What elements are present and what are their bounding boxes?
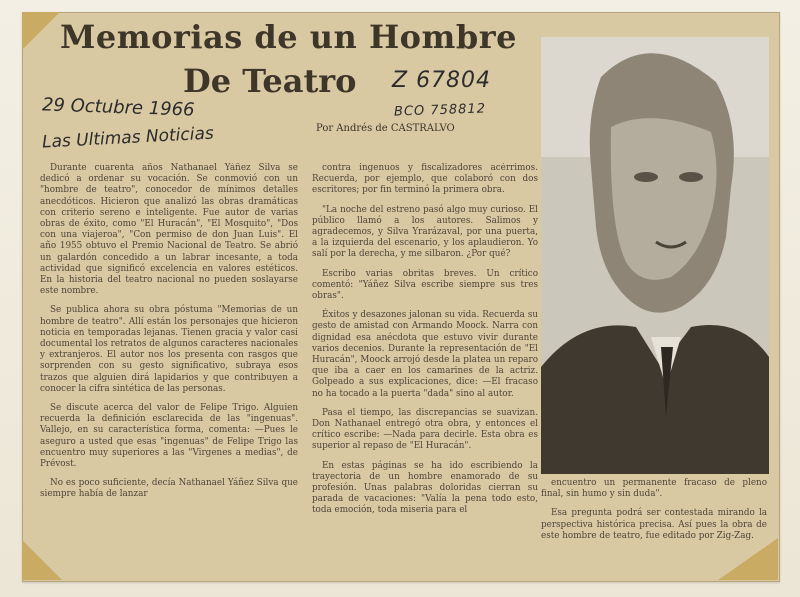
paragraph: Se discute acerca del valor de Felipe Trigo. Alguien recuerda la definición esclarecida de las "ingenuas". Vallejo, en su característica forma, comenta: —Pues le aseguro a usted que esas "ingenuas" de Felipe Trigo las encuentro muy superiores a las "Virgenes a medias", de Prévost.	[40, 403, 298, 470]
paragraph: Se publica ahora su obra póstuma "Memorias de un hombre de teatro". Allí están los personajes que hicieron noticia en temporadas lejanas. Tienen gracia y valor casi documental los retratos de algunos caracteres nacionales y extranjeros. El autor nos los presenta con rasgos que sorprenden con su gesto significativo, subraya esos trazos que alguien dirá lapidarios y que contribuyen a conocer la cifra sintética de las personas.	[40, 305, 298, 394]
article-column-2	[312, 163, 538, 558]
headline-line1: Memorias de un Hombre	[60, 18, 517, 56]
paragraph: En estas páginas se ha ido escribiendo la trayectoria de un hombre enamorado de su profesión. Unas palabras doloridas cierran su parada de vacaciones: "Valía la pena todo esto, toda emoción, toda miseria para el	[312, 460, 538, 516]
paragraph: contra ingenuos y fiscalizadores acérrimos. Recuerda, por ejemplo, que colaboró con dos escritores; por fin terminó la primera obra.	[312, 163, 538, 196]
paragraph: Éxitos y desazones jalonan su vida. Recuerda su gesto de amistad con Armando Moock. Narra con dignidad esa anécdota que estuvo vivir durante varios decenios. Durante la representación de "El Huracán", Moock arrojó desde la platea un reparo que iba a caer en los camarines de la actriz. Golpeado a sus explicaciones, dice: —El fracaso no ha tocado a la puerta "dada" sino al autor.	[312, 310, 538, 399]
article-column-3	[541, 478, 767, 560]
paragraph: encuentro un permanente fracaso de pleno final, sin humo y sin duda".	[541, 478, 767, 500]
paragraph: Escribo varias obritas breves. Un crítico comentó: "Yáñez Silva escribe siempre sus tres obras".	[312, 268, 538, 302]
byline: Por Andrés de CASTRALVO	[316, 123, 455, 134]
paragraph: Esa pregunta podrá ser contestada mirando la perspectiva histórica precisa. Así pues la obra de este hombre de teatro, fue editado por Zig-Zag.	[541, 508, 767, 541]
portrait-photo-icon	[541, 37, 769, 474]
paragraph: Durante cuarenta años Nathanael Yáñez Silva se dedicó a ordenar su vocación. Se conmovió con un "hombre de teatro", conocedor de mínimos detalles anecdóticos. Hicieron que analizó las obras dramáticas con criterio sereno e inteligente. Fue autor de varias obras de éxito, como "El Huracán", "El Mosquito", "Dos con una viajeroa", "Con permiso de don Juan Luis". El año 1955 obtuvo el Premio Nacional de Teatro. Se abrió un galardón concedido a un labrar incesante, a toda actividad que significó excelencia en valores estéticos. En la historia del teatro nacional no pueden soslayarse este nombre.	[40, 163, 298, 297]
handwritten-date: 29 Octubre 1966	[41, 94, 195, 121]
handwritten-publication: Las Ultimas Noticias	[41, 123, 215, 153]
paragraph: "La noche del estreno pasó algo muy curioso. El público llamó a los autores. Salimos y agradecemos, y Silva Yrarázaval, por una puerta, a la izquierda del escenario, y los aplaudieron. Yo salí por la derecha, y me silbaron. ¿Por qué?	[312, 204, 538, 260]
paragraph: Pasa el tiempo, las discrepancias se suavizan. Don Nathanael entregó otra obra, y entonces el crítico escribe: —Nada para decirle. Esta obra es superior al repaso de "El Huracán".	[312, 407, 538, 452]
handwritten-catalog-number: Z 67804	[392, 68, 492, 93]
paragraph: No es poco suficiente, decía Nathanael Yáñez Silva que siempre había de lanzar	[40, 478, 298, 500]
photo-corner-top-left	[22, 12, 60, 50]
headline-line2: De Teatro	[183, 62, 357, 100]
portrait-silhouette-icon	[541, 37, 769, 474]
article-column-1	[40, 163, 298, 558]
handwritten-stamp-code: BCO 758812	[393, 101, 487, 120]
